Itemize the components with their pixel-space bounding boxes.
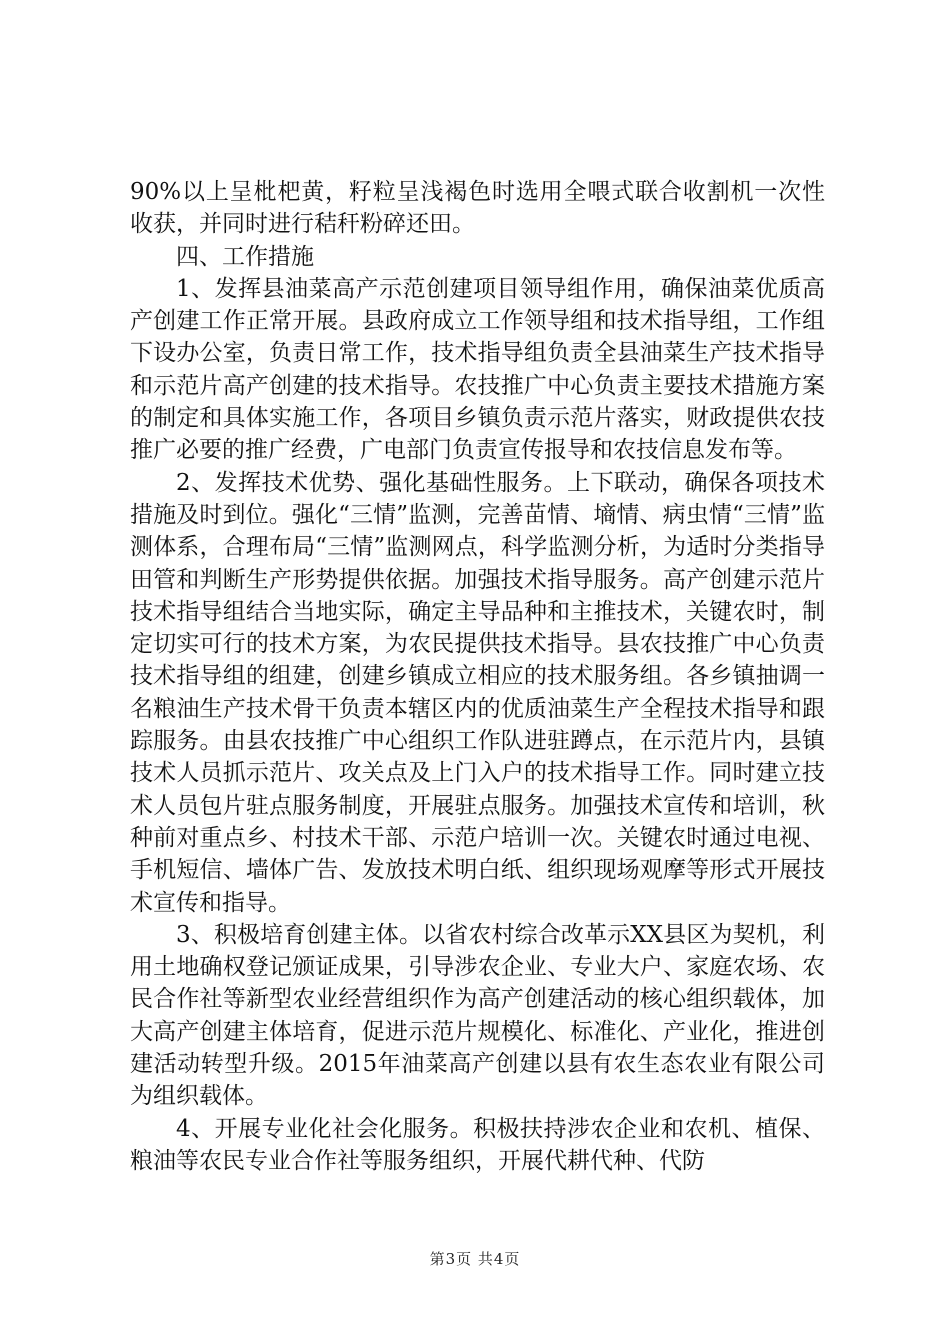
paragraph-measure-2: 2、发挥技术优势、强化基础性服务。上下联动，确保各项技术措施及时到位。强化“三情”监测，完善苗情、墒情、病虫情“三情”监测体系，合理布局“三情”监测网点，科学监测分析，为适时分类指导田管和判断生产形势提供依据。加强技术指导服务。高产创建示范片技术指导组结合当地实际，确定主导品种和主推技术，关键农时，制定切实可行的技术方案，为农民提供技术指导。县农技推广中心负责技术指导组的组建，创建乡镇成立相应的技术服务组。各乡镇抽调一名粮油生产技术骨干负责本辖区内的优质油菜生产全程技术指导和跟踪服务。由县农技推广中心组织工作队进驻蹲点，在示范片内，县镇技术人员抓示范片、攻关点及上门入户的技术指导工作。同时建立技术人员包片驻点服务制度，开展驻点服务。加强技术宣传和培训，秋种前对重点乡、村技术干部、示范户培训一次。关键农时通过电视、手机短信、墙体广告、发放技术明白纸、组织现场观摩等形式开展技术宣传和指导。 bbox=[130, 469, 825, 916]
paragraph-measure-3: 3、积极培育创建主体。以省农村综合改革示XX县区为契机，利用土地确权登记颁证成果，引导涉农企业、专业大户、家庭农场、农民合作社等新型农业经营组织作为高产创建活动的核心组织载体，加大高产创建主体培育，促进示范片规模化、标准化、产业化，推进创建活动转型升级。2015年油菜高产创建以县有农生态农业有限公司为组织载体。 bbox=[130, 921, 825, 1110]
paragraph-measure-4: 4、开展专业化社会化服务。积极扶持涉农企业和农机、植保、粮油等农民专业合作社等服务组织，开展代耕代种、代防 bbox=[130, 1115, 825, 1174]
paragraph-measure-1: 1、发挥县油菜高产示范创建项目领导组作用，确保油菜优质高产创建工作正常开展。县政府成立工作领导组和技术指导组，工作组下设办公室，负责日常工作，技术指导组负责全县油菜生产技术指导和示范片高产创建的技术指导。农技推广中心负责主要技术措施方案的制定和具体实施工作，各项目乡镇负责示范片落实，财政提供农技推广必要的推广经费，广电部门负责宣传报导和农技信息发布等。 bbox=[130, 275, 825, 464]
document-body bbox=[130, 176, 825, 1177]
paragraph-harvest-continued: 90%以上呈枇杷黄，籽粒呈浅褐色时选用全喂式联合收割机一次性收获，并同时进行秸秆粉碎还田。 bbox=[130, 179, 825, 238]
page-number-footer: 第3页 共4页 bbox=[429, 1250, 521, 1268]
section-heading-work-measures: 四、工作措施 bbox=[176, 243, 314, 270]
